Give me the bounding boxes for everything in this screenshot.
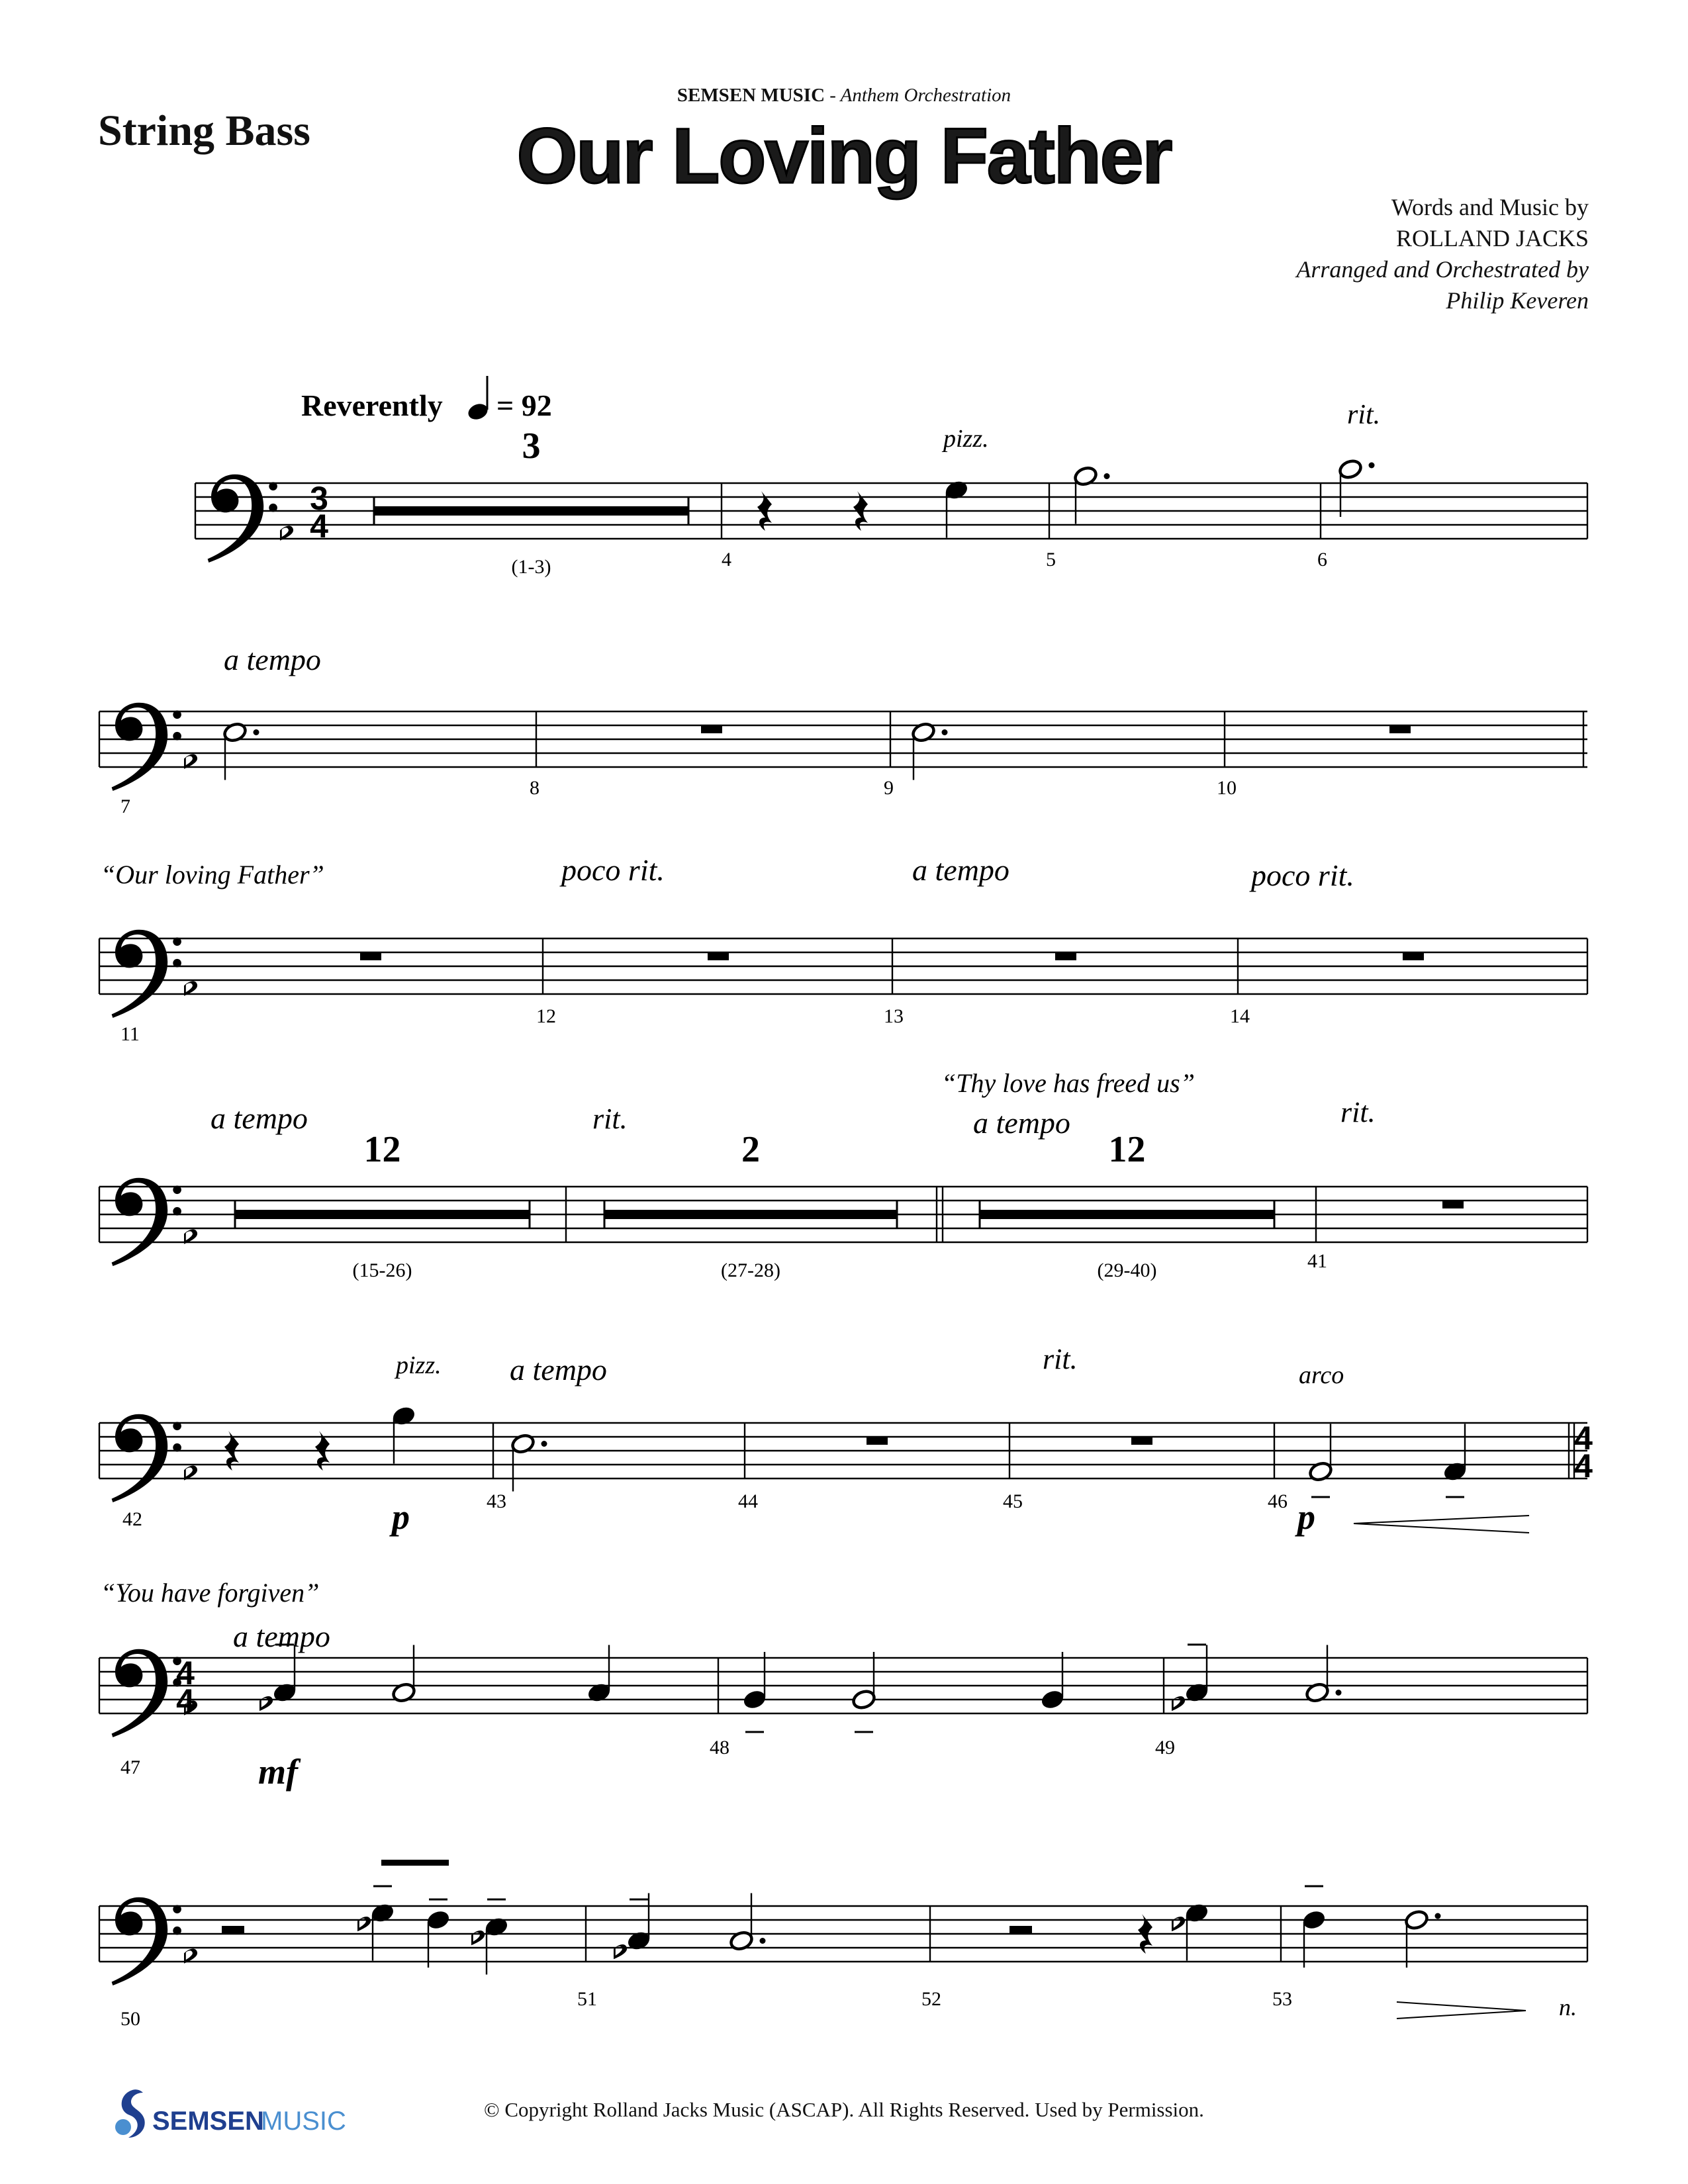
- measure-number: 42: [122, 1508, 142, 1530]
- note: [1184, 1645, 1209, 1704]
- whole-rest: [1055, 952, 1076, 960]
- note: [1305, 1645, 1342, 1704]
- rest-29-40-count: 12: [1108, 1129, 1146, 1170]
- notehead: [1338, 458, 1363, 480]
- note: [1184, 1902, 1209, 1961]
- lyric-cue: “Our loving Father”: [101, 860, 324, 889]
- tempo-direction: pizz.: [943, 425, 989, 453]
- arranged-label: Arranged and Orchestrated by: [1296, 256, 1589, 283]
- crescendo-hairpin: [1354, 1516, 1529, 1533]
- note: [729, 1893, 766, 1952]
- tempo-marking: Reverently: [301, 388, 443, 422]
- augmentation-dot: [541, 1441, 547, 1447]
- notehead: [851, 1688, 876, 1710]
- notehead: [1040, 1688, 1065, 1710]
- rest-27-28-count: 2: [741, 1129, 760, 1170]
- note: [1404, 1909, 1441, 1968]
- augmentation-dot: [942, 729, 948, 735]
- measure-number: 45: [1003, 1490, 1023, 1512]
- measure-number: 47: [120, 1756, 140, 1778]
- note: [391, 1405, 416, 1464]
- multi-measure-rest-bar: [374, 506, 688, 516]
- augmentation-dot: [1336, 1690, 1342, 1696]
- niente-marking: n.: [1559, 1994, 1577, 2021]
- whole-rest: [1389, 725, 1411, 733]
- whole-rest: [1442, 1201, 1464, 1208]
- notehead: [1301, 1909, 1327, 1931]
- dynamic-marking: p: [392, 1497, 410, 1537]
- eighth-beam: [381, 1860, 449, 1866]
- note: [484, 1899, 509, 1975]
- arranger-name: Philip Keveren: [1446, 287, 1589, 314]
- tempo-direction: arco: [1299, 1361, 1344, 1389]
- tempo-direction: a tempo: [912, 853, 1009, 887]
- lyric-cue: “You have forgiven”: [101, 1578, 320, 1608]
- augmentation-dot: [1435, 1913, 1441, 1919]
- half-rest: [222, 1926, 244, 1934]
- measure-number: 5: [1046, 549, 1056, 570]
- flat-accidental-icon: [471, 1911, 485, 1946]
- measure-number: 49: [1155, 1737, 1175, 1758]
- whole-rest: [1403, 952, 1424, 960]
- bass-clef-icon: [112, 703, 181, 791]
- measure-number: 43: [487, 1490, 506, 1512]
- measure-number: 13: [884, 1005, 904, 1027]
- bass-clef-icon: [112, 1414, 181, 1502]
- time-signature-4-4-top: 4: [176, 1655, 195, 1692]
- note: [510, 1433, 547, 1492]
- lyric-cue: “Thy love has freed us”: [941, 1068, 1195, 1098]
- notehead: [426, 1909, 451, 1931]
- note: [742, 1652, 767, 1732]
- flat-accidental-icon: [1172, 1677, 1185, 1711]
- score-content: [99, 376, 1593, 2030]
- augmentation-dot: [760, 1938, 766, 1944]
- note: [911, 721, 948, 780]
- measure-number: 8: [530, 777, 539, 799]
- measure-number: 52: [921, 1988, 941, 2010]
- note: [1308, 1424, 1333, 1498]
- tempo-direction: rit.: [1340, 1096, 1376, 1128]
- whole-rest: [701, 725, 722, 733]
- song-title: Our Loving Father: [516, 113, 1172, 200]
- time-signature-3-4-bottom: 4: [310, 508, 328, 545]
- measure-number: 9: [884, 777, 894, 799]
- rest-1-3-count: 3: [522, 426, 541, 467]
- tempo-direction: a tempo: [211, 1101, 308, 1135]
- rest-15-26-count: 12: [363, 1129, 401, 1170]
- whole-rest: [867, 1437, 888, 1445]
- rest-27-28-range: (27-28): [721, 1259, 780, 1281]
- half-rest: [1009, 1926, 1032, 1934]
- note: [391, 1645, 416, 1704]
- tempo-direction: pizz.: [396, 1351, 442, 1379]
- bass-clef-icon: [112, 1178, 181, 1266]
- whole-rest: [1131, 1437, 1152, 1445]
- note: [222, 721, 259, 780]
- measure-number: 10: [1217, 777, 1237, 799]
- tempo-direction: rit.: [1043, 1343, 1078, 1375]
- rest-15-26-range: (15-26): [352, 1259, 412, 1281]
- measure-number: 11: [120, 1023, 140, 1045]
- dynamic-marking: p: [1297, 1497, 1315, 1537]
- note: [1301, 1886, 1327, 1968]
- measure-number: 12: [536, 1005, 556, 1027]
- note: [370, 1886, 395, 1961]
- multi-measure-rest-bar: [235, 1210, 530, 1219]
- publisher-subtitle: - Anthem Orchestration: [829, 85, 1011, 106]
- tempo-direction: a tempo: [233, 1619, 330, 1653]
- flat-accidental-icon: [259, 1677, 273, 1711]
- bass-clef-icon: [112, 1897, 181, 1985]
- whole-rest: [360, 952, 381, 960]
- rest-29-40-range: (29-40): [1097, 1259, 1157, 1281]
- note: [1040, 1652, 1065, 1711]
- notehead: [1404, 1909, 1429, 1931]
- copyright-notice: © Copyright Rolland Jacks Music (ASCAP). All Rights Reserved. Used by Permission.: [484, 2098, 1204, 2121]
- rest-1-3-range: (1-3): [511, 556, 551, 578]
- note: [272, 1645, 297, 1704]
- tempo-direction: poco rit.: [561, 853, 665, 887]
- notehead: [742, 1688, 767, 1710]
- composer-name: ROLLAND JACKS: [1395, 225, 1589, 251]
- note: [586, 1645, 612, 1704]
- note: [1442, 1424, 1468, 1498]
- measure-number: 46: [1268, 1490, 1288, 1512]
- measure-number: 14: [1230, 1005, 1250, 1027]
- note: [626, 1893, 651, 1952]
- instrument-name: String Bass: [98, 107, 310, 155]
- note: [1338, 458, 1375, 517]
- measure-number: 50: [120, 2008, 140, 2030]
- tempo-direction: rit.: [592, 1103, 628, 1135]
- measure-number: 44: [738, 1490, 758, 1512]
- time-signature-4-4-courtesy-top: 4: [1574, 1420, 1593, 1457]
- note: [944, 479, 969, 538]
- note: [851, 1652, 876, 1732]
- flat-accidental-icon: [614, 1925, 627, 1960]
- note: [1073, 465, 1110, 524]
- bass-clef-icon: [208, 475, 277, 563]
- time-signature-4-4-courtesy-bottom: 4: [1574, 1447, 1593, 1484]
- tempo-bpm: = 92: [496, 388, 552, 422]
- publisher-name: SEMSEN MUSIC: [677, 85, 825, 106]
- measure-number: 53: [1272, 1988, 1292, 2010]
- time-signature-3-4-top: 3: [310, 480, 328, 517]
- tempo-direction: poco rit.: [1251, 858, 1354, 892]
- time-signature-4-4-bottom: 4: [176, 1682, 195, 1719]
- whole-rest: [708, 952, 729, 960]
- bass-clef-icon: [112, 1649, 181, 1737]
- measure-number: 6: [1317, 549, 1327, 570]
- measure-number: 7: [120, 796, 130, 817]
- measure-number: 41: [1307, 1250, 1327, 1272]
- dynamic-marking: mf: [258, 1752, 298, 1792]
- logo-word-semsen: SEMSEN: [152, 2107, 264, 2136]
- decrescendo-hairpin: [1397, 2002, 1526, 2019]
- augmentation-dot: [1104, 473, 1110, 479]
- multi-measure-rest-bar: [604, 1210, 897, 1219]
- tempo-direction: a tempo: [510, 1353, 607, 1387]
- tempo-direction: a tempo: [224, 643, 321, 676]
- measure-number: 48: [710, 1737, 729, 1758]
- words-music-label: Words and Music by: [1391, 194, 1589, 220]
- logo-word-music: MUSIC: [261, 2107, 346, 2136]
- multi-measure-rest-bar: [980, 1210, 1274, 1219]
- augmentation-dot: [254, 729, 259, 735]
- measure-number: 4: [722, 549, 731, 570]
- measure-number: 51: [577, 1988, 597, 2010]
- bass-clef-icon: [112, 930, 181, 1018]
- flat-accidental-icon: [357, 1897, 371, 1932]
- tempo-direction: rit.: [1347, 400, 1381, 430]
- augmentation-dot: [1369, 463, 1375, 469]
- flat-accidental-icon: [1172, 1897, 1185, 1932]
- tempo-direction: a tempo: [973, 1106, 1070, 1140]
